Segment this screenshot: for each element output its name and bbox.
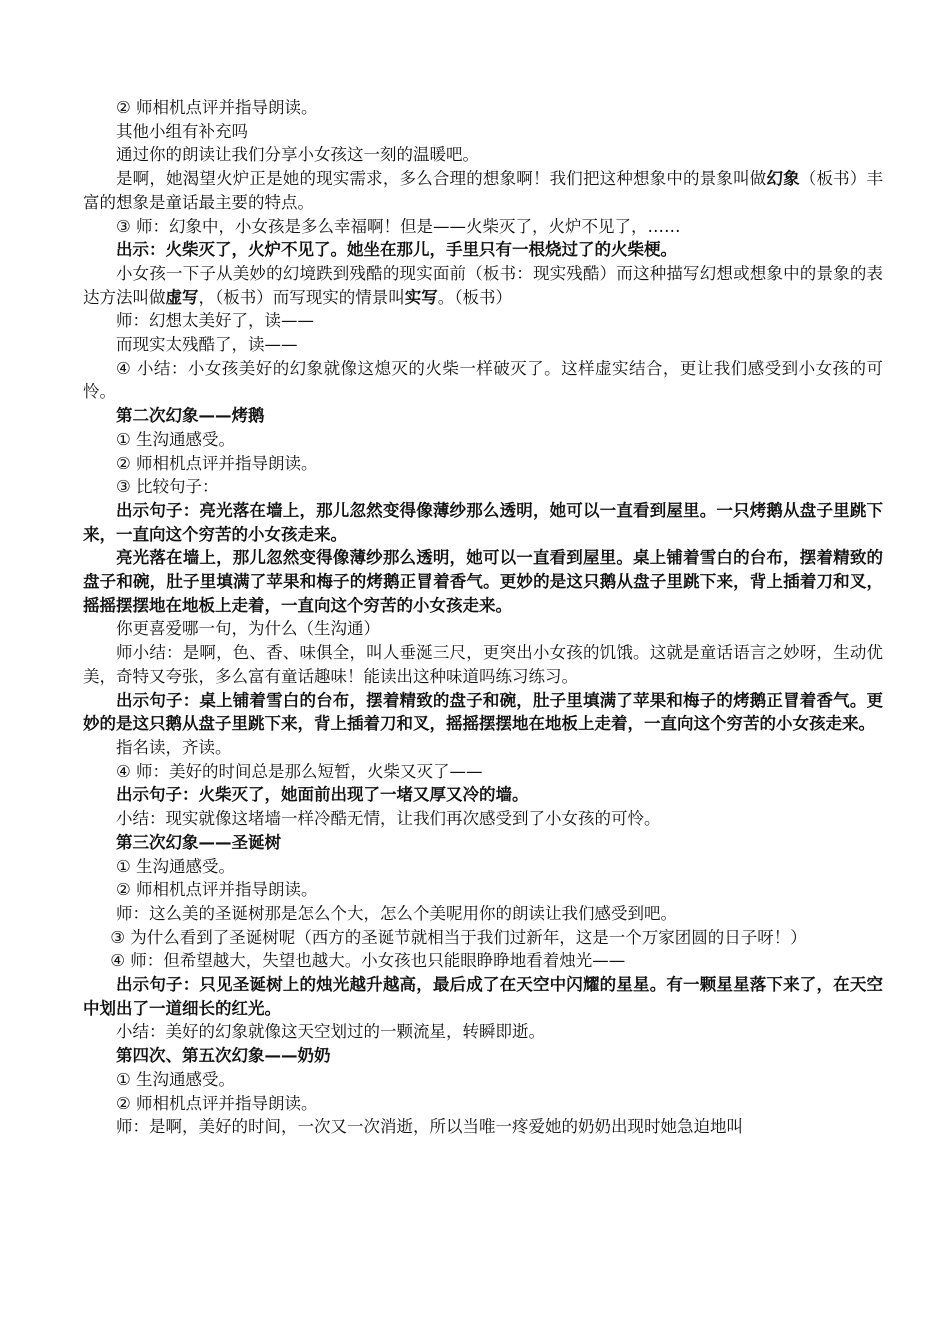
text: 小结：美好的幻象就像这天空划过的一颗流星，转瞬即逝。 (116, 1022, 545, 1042)
text: ① 生沟通感受。 (116, 1069, 236, 1089)
paragraph (83, 617, 883, 641)
paragraph (83, 143, 883, 167)
text: 通过你的朗读让我们分享小女孩这一刻的温暖吧。 (116, 145, 479, 165)
paragraph (83, 783, 883, 807)
bold-text: 第二次幻象——烤鹅 (116, 406, 265, 426)
text: 师：幻想太美好了，读—— (116, 311, 314, 331)
paragraph (83, 902, 883, 926)
bold-text: 亮光落在墙上，那儿忽然变得像薄纱那么透明，她可以一直看到屋里。桌上铺着雪白的台布，摆着精致的盘子和碗，肚子里填满了苹果和梅子的烤鹅正冒着香气。更妙的是这只鹅从盘子里跳下来，背上插着刀和叉，摇摇摆摆地在地板上走着，一直向这个穷苦的小女孩走来。 (83, 548, 883, 615)
paragraph (83, 926, 883, 950)
text: ，（板书）而写现实的情景叫 (198, 287, 405, 307)
paragraph (83, 546, 883, 617)
paragraph (83, 262, 883, 309)
text: 而现实太残酷了，读—— (116, 335, 298, 355)
paragraph (83, 120, 883, 144)
paragraph (83, 878, 883, 902)
bold-text: 出示句子：桌上铺着雪白的台布，摆着精致的盘子和碗，肚子里填满了苹果和梅子的烤鹅正冒着香气。更妙的是这只鹅从盘子里跳下来，背上插着刀和叉，摇摇摆摆地在地板上走着，一直向这个穷苦的小女孩走来。 (83, 690, 883, 734)
text: 其他小组有补充吗 (116, 121, 248, 141)
paragraph (83, 1092, 883, 1116)
bold-text: 虚写 (165, 287, 199, 307)
paragraph (83, 949, 883, 973)
text: 小结：现实就像这堵墙一样冷酷无情，让我们再次感受到了小女孩的可怜。 (116, 809, 661, 829)
paragraph (83, 309, 883, 333)
text: 小女孩一下子从美妙的幻境跌到残酷的现实面前（板书：现实残酷）而这种描写幻想或想象中的景象的表达方法叫做 (83, 263, 883, 307)
text: ③ 师：幻象中，小女孩是多么幸福啊！但是——火柴灭了，火炉不见了，…… (116, 216, 681, 236)
bold-text: 第三次幻象——圣诞树 (116, 832, 281, 852)
bold-text: 出示：火柴灭了，火炉不见了。她坐在那儿，手里只有一根烧过了的火柴梗。 (116, 240, 677, 260)
paragraph (83, 452, 883, 476)
text: ② 师相机点评并指导朗读。 (116, 1093, 318, 1113)
text: 。（板书） (437, 287, 512, 307)
paragraph (83, 333, 883, 357)
bold-text: 出示句子：火柴灭了，她面前出现了一堵又厚又冷的墙。 (116, 785, 529, 805)
paragraph (83, 689, 883, 736)
text: ③ 为什么看到了圣诞树呢（西方的圣诞节就相当于我们过新年，这是一个万家团圆的日子呀！） (110, 927, 807, 947)
paragraph (83, 167, 883, 214)
paragraph (83, 475, 883, 499)
bold-text: 幻象 (766, 169, 800, 189)
text: 是啊，她渴望火炉正是她的现实需求，多么合理的想象啊！我们把这种想象中的景象叫做 (116, 169, 767, 189)
bold-text: 出示句子：只见圣诞树上的烛光越升越高，最后成了在天空中闪耀的星星。有一颗星星落下来了，在天空中划出了一道细长的红光。 (83, 975, 883, 1018)
paragraph (83, 428, 883, 452)
paragraph (83, 96, 883, 120)
text: ④ 小结：小女孩美好的幻象就像这熄灭的火柴一样破灭了。这样虚实结合，更让我们感受到小女孩的可怜。 (83, 358, 883, 402)
paragraph (83, 357, 883, 404)
text: ③ 比较句子： (116, 477, 219, 497)
paragraph (83, 760, 883, 784)
paragraph (83, 807, 883, 831)
paragraph (83, 1020, 883, 1044)
paragraph (83, 855, 883, 879)
paragraph (83, 238, 883, 262)
paragraph (83, 831, 883, 855)
text: 指名读，齐读。 (116, 737, 232, 757)
text: ① 生沟通感受。 (116, 429, 236, 449)
paragraph (83, 736, 883, 760)
text: 师：是啊，美好的时间，一次又一次消逝，所以当唯一疼爱她的奶奶出现时她急迫地叫 (116, 1117, 743, 1137)
text: 师小结：是啊，色、香、味俱全，叫人垂涎三尺，更突出小女孩的饥饿。这就是童话语言之妙呀，生动优美，奇特又夸张，多么富有童话趣味！能读出这种味道吗练习练习。 (83, 643, 883, 686)
text: ② 师相机点评并指导朗读。 (116, 453, 318, 473)
paragraph (83, 499, 883, 546)
paragraph (83, 1068, 883, 1092)
paragraph (83, 1044, 883, 1068)
text: 你更喜爱哪一句，为什么（生沟通） (116, 619, 380, 639)
paragraph (83, 1115, 883, 1139)
paragraph (83, 215, 883, 239)
bold-text: 第四次、第五次幻象——奶奶 (116, 1046, 331, 1066)
paragraph (83, 641, 883, 688)
text: ② 师相机点评并指导朗读。 (116, 98, 318, 117)
paragraph (83, 404, 883, 428)
text: 师：这么美的圣诞树那是怎么个大，怎么个美呢用你的朗读让我们感受到吧。 (116, 903, 677, 923)
bold-text: 实写 (404, 287, 438, 307)
text: （板书）丰富的想象是童话最主要的特点。 (83, 169, 884, 212)
document-page (83, 96, 883, 1139)
text: ④ 师：但希望越大，失望也越大。小女孩也只能眼睁睁地看着烛光—— (110, 951, 626, 971)
text: ② 师相机点评并指导朗读。 (116, 880, 318, 900)
paragraph (83, 973, 883, 1020)
text: ④ 师：美好的时间总是那么短暂，火柴又灭了—— (116, 761, 483, 781)
text: ① 生沟通感受。 (116, 856, 236, 876)
bold-text: 出示句子：亮光落在墙上，那儿忽然变得像薄纱那么透明，她可以一直看到屋里。一只烤鹅从盘子里跳下来，一直向这个穷苦的小女孩走来。 (83, 500, 883, 544)
